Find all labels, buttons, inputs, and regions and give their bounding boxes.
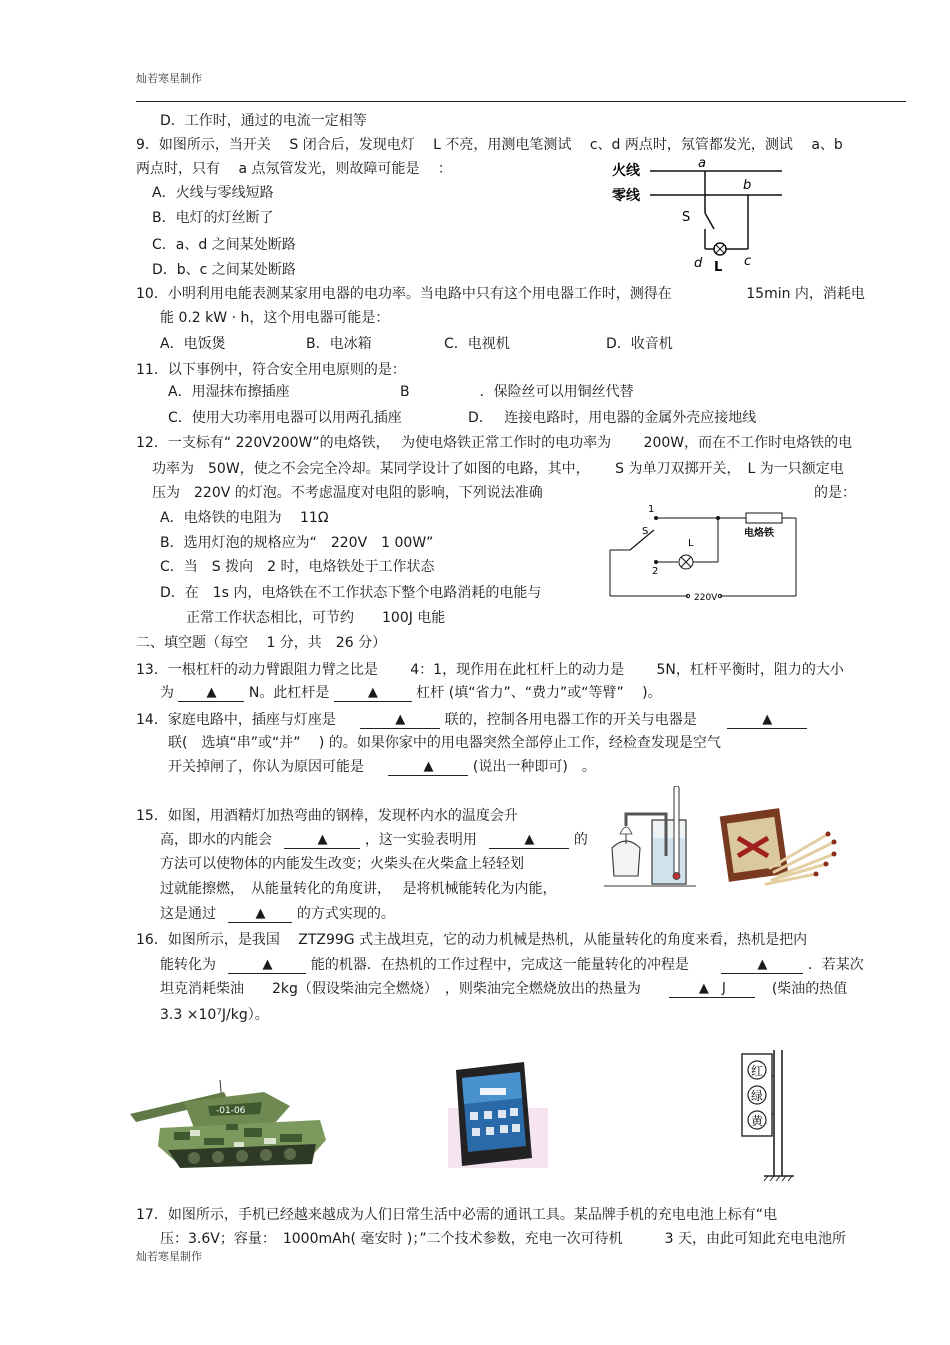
live-wire-label: 火线 xyxy=(612,163,640,179)
page-header: 灿若寒星制作 xyxy=(136,72,202,85)
q15-stem-5 xyxy=(160,903,395,923)
q15-text-3: 的 xyxy=(573,832,588,848)
q16-stem-3 xyxy=(160,978,847,998)
q9-option-d: D．b、c 之间某处断路 xyxy=(152,262,296,278)
q12-option-b: B．选用灯泡的规格应为“ 220V 1 00W” xyxy=(160,535,434,551)
q14-text-4: (说出一种即可) 。 xyxy=(472,759,596,775)
q10-option-b: B．电冰箱 xyxy=(306,336,372,352)
green-light-label: 绿 xyxy=(751,1089,764,1103)
q9-option-a: A．火线与零线短路 xyxy=(152,185,274,201)
red-light-label: 红 xyxy=(751,1064,764,1078)
page-footer: 灿若寒星制作 xyxy=(136,1250,202,1263)
q9-stem-1: 9．如图所示，当开关 S 闭合后，发现电灯 L 不亮，用测电笔测试 c、d 两点时，氖管都发光，测试 a、b xyxy=(136,137,843,153)
q10-option-a: A．电饭煲 xyxy=(160,336,226,352)
flame xyxy=(620,827,632,834)
q15-stem-1: 15．如图，用酒精灯加热弯曲的钢棒，发现杯内水的温度会升 xyxy=(136,808,518,824)
phone-clock xyxy=(480,1088,506,1095)
q12-option-c: C．当 S 拨向 2 时，电烙铁处于工作状态 xyxy=(160,559,435,575)
switch-s xyxy=(705,213,714,229)
voltage-label: 220V xyxy=(694,593,718,602)
q14-blank-2[interactable]: ▲ xyxy=(727,712,807,729)
point-b-label: b xyxy=(743,178,752,193)
q13-blank-2[interactable]: ▲ xyxy=(334,685,412,702)
point-c-label: c xyxy=(744,254,752,269)
q10-stem-1: 10．小明利用电能表测某家用电器的电功率。当电路中只有这个用电器工作时，测得在 15min 内，消耗电 xyxy=(136,286,865,302)
q16-blank-2[interactable]: ▲ xyxy=(721,957,803,974)
q9-circuit-diagram xyxy=(610,155,785,275)
q12-stem-1: 12．一支标有“ 220V200W”的电烙铁， 为使电烙铁正常工作时的电功率为 200W，而在不工作时电烙铁的电 xyxy=(136,435,853,451)
q13-stem-2 xyxy=(160,682,662,702)
q12-stem-3b: 的是： xyxy=(814,485,856,501)
alcohol-lamp xyxy=(612,841,640,876)
q13-text-1: 为 xyxy=(160,685,174,701)
q15-text-2: ，这一实验表明用 xyxy=(364,832,477,848)
lamp-l-label: L xyxy=(714,260,723,275)
q16-blank-3[interactable] xyxy=(669,981,755,998)
q14-text-2: 联的，控制各用电器工作的开关与电器是 xyxy=(444,712,697,728)
iron-label: 电烙铁 xyxy=(744,528,774,539)
q14-blank-1[interactable]: ▲ xyxy=(360,712,440,729)
q11-option-b: B ．保险丝可以用铜丝代替 xyxy=(400,384,634,400)
thermometer xyxy=(674,786,679,876)
q13-text-3: 杠杆 (填“省力”、“费力”或“等臂” )。 xyxy=(416,685,662,701)
section-2-title: 二、填空题（每空 1 分，共 26 分） xyxy=(136,635,387,651)
q15-heating-apparatus-image xyxy=(600,786,700,894)
q14-stem-3 xyxy=(168,756,596,776)
q16-stem-1: 16．如图所示，是我国 ZTZ99G 式主战坦克，它的动力机械是热机，从能量转化的角度来看，热机是把内 xyxy=(136,932,808,948)
q15-text-4: 这是通过 xyxy=(160,906,216,922)
q11-stem: 11．以下事例中，符合安全用电原则的是： xyxy=(136,362,406,378)
q9-option-b: B．电灯的灯丝断了 xyxy=(152,210,274,226)
q16-blank-3-unit: J xyxy=(721,981,726,996)
node-1-label: 1 xyxy=(648,504,655,515)
q11-option-d: D． 连接电路时，用电器的金属外壳应接地线 xyxy=(468,410,757,426)
q15-blank-2[interactable]: ▲ xyxy=(489,832,569,849)
q12-option-d-2: 正常工作状态相比，可节约 100J 电能 xyxy=(186,610,446,626)
yellow-light-label: 黄 xyxy=(751,1114,764,1128)
node-2-label: 2 xyxy=(652,566,659,577)
q12-circuit-diagram xyxy=(608,502,803,602)
iron-resistor xyxy=(746,513,782,523)
q17-stem-2: 压：3.6V；容量： 1000mAh( 毫安时 )；”二个技术参数，充电一次可待机 3 天，由此可知此充电电池所 xyxy=(160,1231,846,1247)
q15-blank-1[interactable]: ▲ xyxy=(284,832,360,849)
q11-option-a: A．用湿抹布擦插座 xyxy=(168,384,290,400)
q15-text-1: 高，即水的内能会 xyxy=(160,832,272,848)
q13-text-2: N。此杠杆是 xyxy=(248,685,330,701)
header-rule xyxy=(136,101,906,102)
q8-option-d: D．工作时，通过的电流一定相等 xyxy=(160,113,367,129)
switch-s-label: S xyxy=(642,526,649,537)
point-d-label: d xyxy=(694,256,703,271)
q15-blank-3[interactable]: ▲ xyxy=(228,906,292,923)
tank-number: -01-06 xyxy=(216,1106,246,1116)
q14-blank-3[interactable]: ▲ xyxy=(388,759,468,776)
q13-blank-1[interactable]: ▲ xyxy=(178,685,244,702)
q16-text-1: 能转化为 xyxy=(160,957,216,973)
q10-option-d: D．收音机 xyxy=(606,336,673,352)
q15-matchbox-image xyxy=(716,798,840,890)
q14-stem-1 xyxy=(136,709,807,729)
lamp-l-label: L xyxy=(688,538,694,549)
phone-image xyxy=(446,1058,550,1172)
q15-text-5: 的方式实现的。 xyxy=(296,906,395,922)
q11-option-c: C．使用大功率用电器可以用两孔插座 xyxy=(168,410,402,426)
q16-stem-4: 3.3 ×10⁷J/kg）。 xyxy=(160,1007,269,1023)
q10-stem-2: 能 0.2 kW · h，这个用电器可能是： xyxy=(160,310,390,326)
neutral-wire-label: 零线 xyxy=(612,188,640,204)
q16-stem-2 xyxy=(160,954,864,974)
q15-stem-2 xyxy=(160,829,588,849)
q12-option-d-1: D．在 1s 内，电烙铁在不工作状态下整个电路消耗的电能与 xyxy=(160,585,542,601)
q15-stem-4: 过就能擦燃， 从能量转化的角度讲， 是将机械能转化为内能， xyxy=(160,881,557,897)
q14-stem-2: 联( 选填“串”或“并” ) 的。如果你家中的用电器突然全部停止工作，经检查发现是空气 xyxy=(168,735,721,751)
q14-text-3: 开关掉闸了，你认为原因可能是 xyxy=(168,759,364,775)
switch-s-label: S xyxy=(682,210,691,225)
q16-text-5: (柴油的热值 xyxy=(771,981,848,997)
q16-text-3: ．若某次 xyxy=(807,957,864,973)
q17-stem-1: 17．如图所示，手机已经越来越成为人们日常生活中必需的通讯工具。某品牌手机的充电电池上标有“电 xyxy=(136,1207,778,1223)
q12-option-a: A．电烙铁的电阻为 11Ω xyxy=(160,510,329,526)
q9-option-c: C．a、d 之间某处断路 xyxy=(152,237,296,253)
q12-stem-2: 功率为 50W，使之不会完全冷却。某同学设计了如图的电路，其中， S 为单刀双掷开关， L 为一只额定电 xyxy=(152,461,844,477)
traffic-light-image xyxy=(730,1048,800,1182)
tank-image xyxy=(124,1062,330,1174)
q15-stem-3: 方法可以使物体的内能发生改变；火柴头在火柴盒上轻轻划 xyxy=(160,856,524,872)
q10-option-c: C．电视机 xyxy=(444,336,510,352)
q14-text-1: 14．家庭电路中，插座与灯座是 xyxy=(136,712,336,728)
point-a-label: a xyxy=(698,156,706,171)
q16-text-4: 坦克消耗柴油 2kg（假设柴油完全燃烧） ，则柴油完全燃烧放出的热量为 xyxy=(160,981,641,997)
q9-stem-2: 两点时，只有 a 点氖管发光，则故障可能是 ： xyxy=(136,161,452,177)
q16-blank-1[interactable]: ▲ xyxy=(228,957,306,974)
q12-stem-3: 压为 220V 的灯泡。不考虑温度对电阻的影响，下列说法准确 xyxy=(152,485,543,501)
q16-text-2: 能的机器．在热机的工作过程中，完成这一能量转化的冲程是 xyxy=(310,957,689,973)
q16-blank-3-mark: ▲ xyxy=(698,981,709,996)
q13-stem-1: 13．一根杠杆的动力臂跟阻力臂之比是 4：1，现作用在此杠杆上的动力是 5N，杠杆平衡时，阻力的大小 xyxy=(136,662,844,678)
